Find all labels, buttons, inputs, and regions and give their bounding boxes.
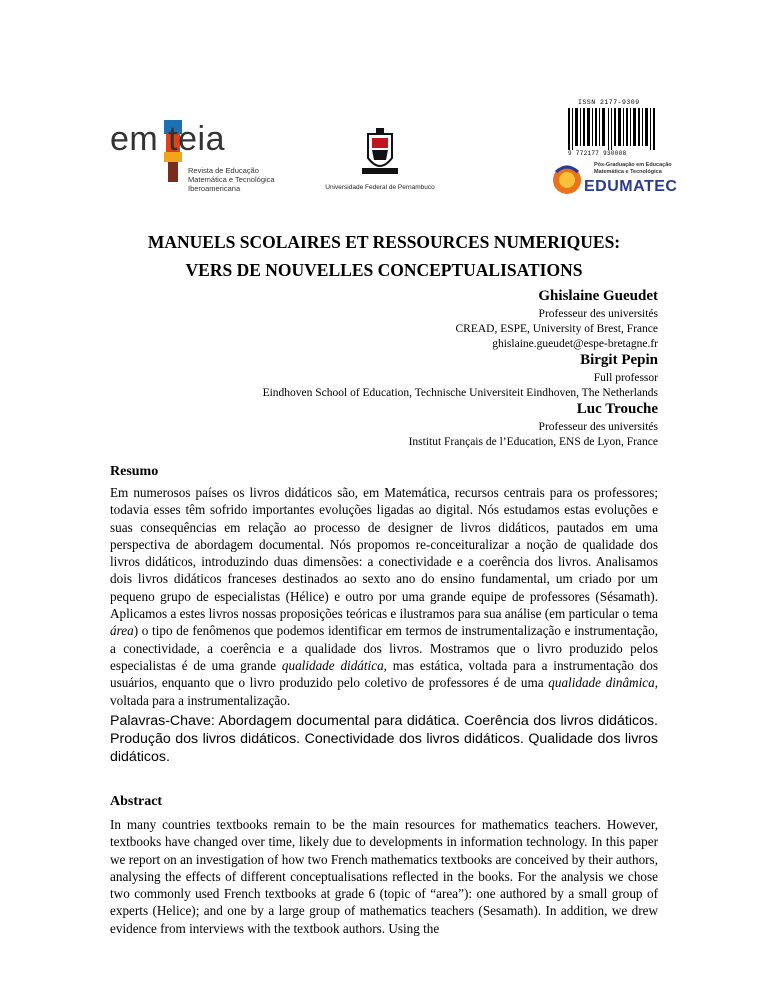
resumo-text: Em numerosos países os livros didáticos são, em Matemática, recursos centrais para os professores; todavia esses têm sofrido importantes evoluções ligadas ao digital. Nós estudamos estas evoluções e suas consequências em relação ao processo de designer de livros didáticos, pautados em uma perspectiva de abordagem documental. Nós propomos re-conceituralizar a noção de qualidade dos livros didáticos, introduzindo duas dimensões: a conectividade e a coerência dos livros. Analisamos dois livros didáticos franceses destinados ao sexto ano do ensino fundamental, um criado por um pequeno grupo de especialistas (Hélice) e outro por uma grande equipe de professores (Sésamath). Aplicamos a estes livros nossas proposições teóricas e ilustramos para sua análise (em particular o tema (110, 485, 658, 622)
edumatec-emblem-icon (550, 162, 584, 196)
issn-label: ISSN 2177-9309 (578, 99, 640, 106)
author-name: Luc Trouche (576, 401, 658, 417)
ufpe-logo (310, 126, 450, 198)
issn-barcode (564, 100, 660, 156)
resumo-text: , voltada para a instrumentalização. (110, 675, 658, 708)
resumo-emphasis: área (110, 623, 134, 639)
emteia-logo (110, 118, 290, 198)
ufpe-crest-icon (358, 128, 402, 182)
emteia-subtitle: Revista de Educação Matemática e Tecnológica Iberoamericana (188, 166, 275, 193)
author-affiliation: CREAD, ESPE, University of Brest, France (455, 323, 658, 335)
author-title: Professeur des universités (538, 308, 658, 320)
author-title: Full professor (593, 372, 658, 384)
paper-title-line-1: MANUELS SCOLAIRES ET RESSOURCES NUMERIQUES: (147, 232, 621, 252)
author-affiliation: Institut Français de l’Education, ENS de Lyon, France (408, 436, 658, 448)
emteia-wordmark: em teia (110, 120, 225, 158)
paper-title-line-2: VERS DE NOUVELLES CONCEPTUALISATIONS (185, 260, 583, 280)
abstract-body: In many countries textbooks remain to be the main resources for mathematics teachers. However, textbooks have changed over time, likely due to developments in information technology. In this paper we report on an investigation of how two French mathematics textbooks are conceived by their authors, analysing the effects of different conceptualisations reflected in the books. For the analysis we chose two commonly used French textbooks at grade 6 (topic of “area”): one authored by a small group of experts (Helice); and one by a large group of mathematics teachers (Sesamath). In addition, we drew evidence from interviews with the textbook authors. Using the (110, 817, 658, 936)
edumatec-wordmark: EDUMATEC (584, 178, 678, 195)
author-email[interactable]: ghislaine.gueudet@espe-bretagne.fr (492, 338, 658, 350)
edumatec-subtitle: Pós-Graduação em Educação Matemática e Tecnológica (594, 162, 672, 175)
resumo-text: ) o tipo de fenômenos que podemos identificar em termos de instrumentalização e instrumentação, a conectividade, a coerência e a qualidade dos livros. Mostramos que o livro produzido pelos especialistas é de uma grande (110, 623, 658, 673)
author-title: Professeur des universités (538, 421, 658, 433)
edumatec-logo (550, 162, 678, 198)
resumo-body (110, 484, 658, 709)
author-name: Ghislaine Gueudet (538, 288, 658, 304)
author-affiliation: Eindhoven School of Education, Technische Universiteit Eindhoven, The Netherlands (262, 387, 658, 399)
keywords: Palavras-Chave: Abordagem documental para didática. Coerência dos livros didáticos. Produção dos livros didáticos. Conectividade dos livros didáticos. Qualidade dos livros didáticos. (110, 713, 658, 765)
resumo-emphasis: qualidade didática (281, 657, 384, 673)
barcode-number: 9 772177 930008 (568, 150, 627, 157)
resumo-text: , mas estática, voltada para a instrumentação dos usuários, enquanto que o livro produzido pelo coletivo de professores é de uma (110, 657, 658, 691)
ufpe-label: Universidade Federal de Pernambuco (325, 184, 435, 191)
barcode-icon (564, 108, 660, 152)
abstract-heading: Abstract (110, 794, 163, 809)
resumo-heading: Resumo (110, 464, 159, 479)
resumo-emphasis: qualidade dinâmica (548, 675, 655, 691)
author-name: Birgit Pepin (580, 352, 658, 368)
